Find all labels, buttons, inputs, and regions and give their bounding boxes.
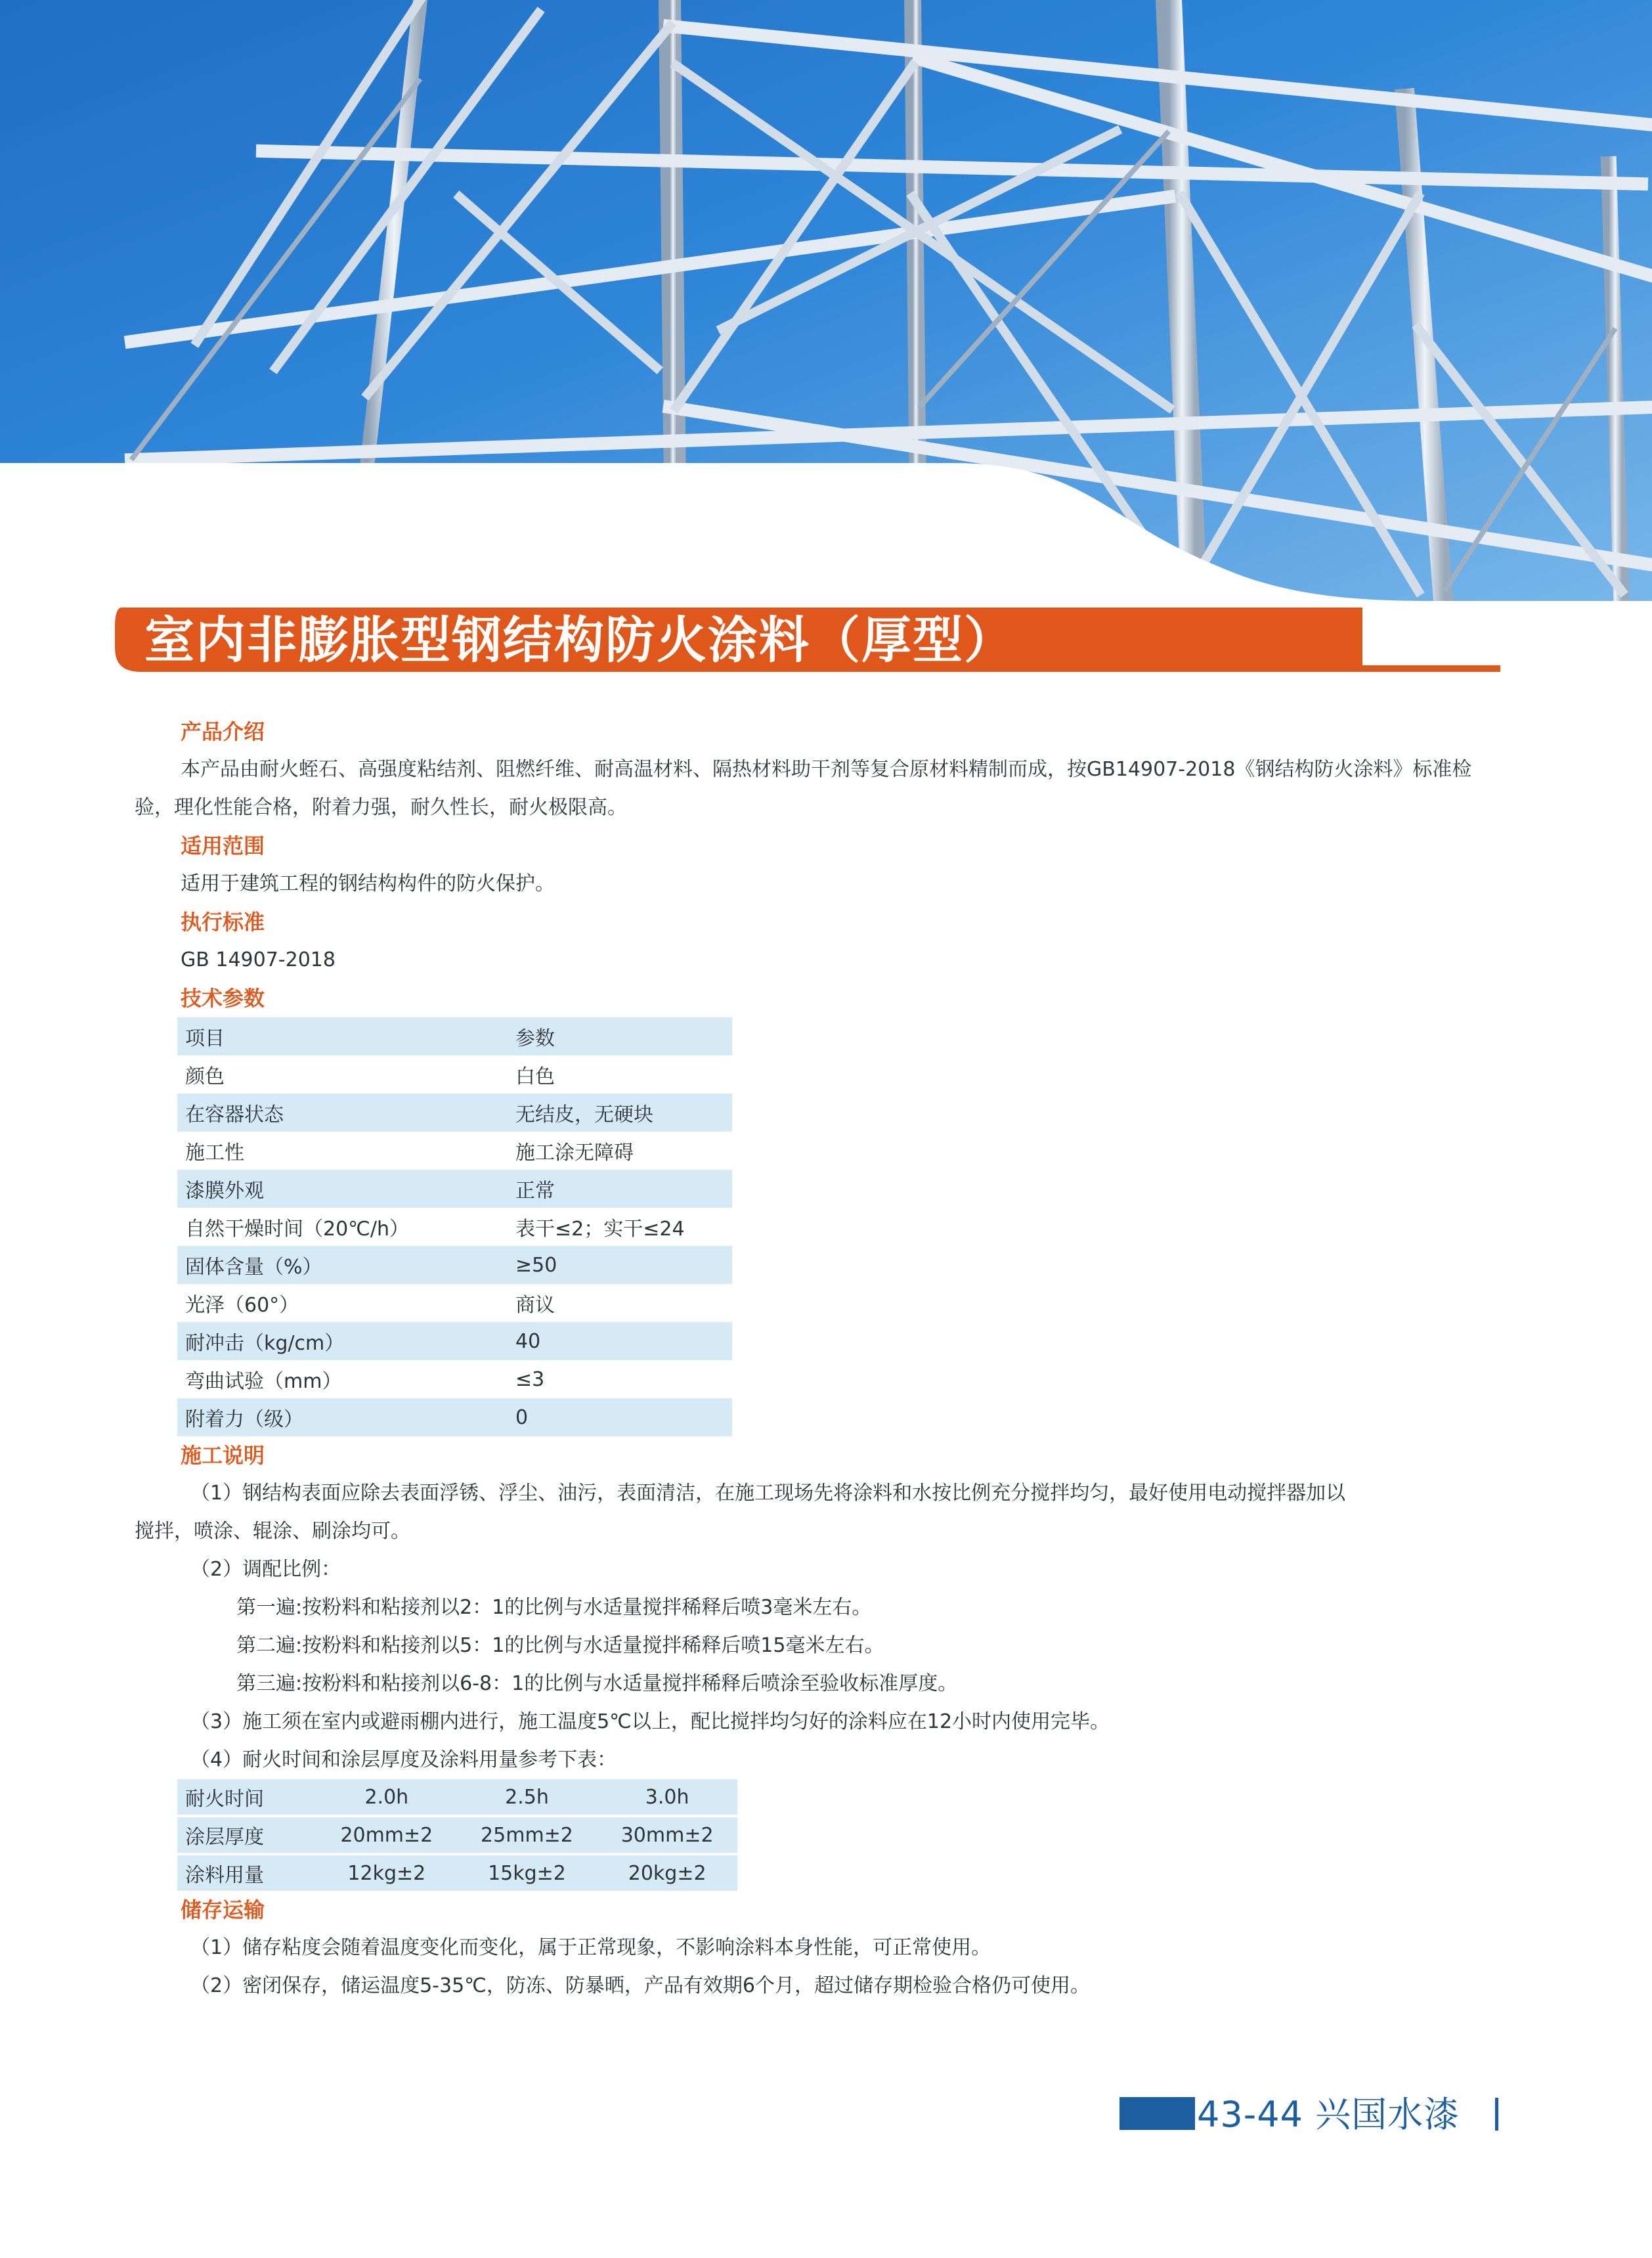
footer-separator (1495, 2098, 1498, 2131)
title-banner (115, 601, 1500, 680)
construction-step-2: （2）调配比例： (190, 1558, 341, 1581)
param-value: 表干≤2；实干≤24 (515, 1218, 685, 1241)
table-row (177, 1094, 732, 1132)
param-value: 参数 (508, 1017, 732, 1055)
footer-accent-bar (1119, 2097, 1195, 2130)
param-item: 自然干燥时间（20℃/h） (185, 1218, 409, 1241)
storage-heading: 储存运输 (181, 1897, 265, 1922)
fire-cell: 12kg±2 (316, 1854, 457, 1891)
param-item: 耐冲击（kg/cm） (177, 1322, 508, 1360)
param-value: 40 (508, 1322, 732, 1360)
storage-item-2: （2）密闭保存，储运温度5-35℃，防冻、防暴晒，产品有效期6个月，超过储存期检验合格仍可使用。 (190, 1974, 1090, 1997)
param-value: 0 (508, 1398, 732, 1436)
table-row (177, 1284, 732, 1322)
param-item: 附着力（级） (177, 1398, 508, 1436)
param-value: 白色 (515, 1065, 555, 1088)
tech-params-table (177, 1017, 732, 1436)
construction-step-1-cont: 搅拌，喷涂、辊涂、刷涂均可。 (135, 1520, 410, 1543)
param-item: 固体含量（%） (177, 1246, 508, 1284)
param-item: 施工性 (185, 1141, 244, 1164)
fire-cell: 2.0h (316, 1779, 457, 1816)
page-title: 室内非膨胀型钢结构防火涂料（厚型） (144, 611, 1015, 669)
table-row (177, 1055, 732, 1094)
param-item: 在容器状态 (177, 1094, 508, 1132)
table-row (177, 1398, 732, 1436)
fire-cell: 2.5h (457, 1779, 598, 1816)
mix-pass-2: 第二遍:按粉料和粘接剂以5：1的比例与水适量搅拌稀释后喷15毫米左右。 (236, 1634, 884, 1657)
param-value: ≤3 (515, 1367, 545, 1391)
storage-item-1: （1）储存粘度会随着温度变化而变化，属于正常现象，不影响涂料本身性能，可正常使用。 (190, 1936, 991, 1959)
table-row (177, 1322, 732, 1360)
param-item: 光泽（60°） (185, 1294, 299, 1317)
fire-row-label: 涂层厚度 (177, 1816, 316, 1854)
fire-row-label: 涂料用量 (177, 1854, 316, 1891)
standard-heading: 执行标准 (181, 910, 265, 935)
fire-row-label: 耐火时间 (177, 1779, 316, 1816)
fire-cell: 25mm±2 (457, 1816, 598, 1854)
table-row (177, 1208, 732, 1246)
steel-truss-photo (0, 0, 1652, 617)
fire-cell: 20mm±2 (316, 1816, 457, 1854)
param-value: 正常 (508, 1170, 732, 1208)
param-item: 项目 (177, 1017, 508, 1055)
table-row (177, 1170, 732, 1208)
table-row (177, 1816, 737, 1854)
param-item: 漆膜外观 (177, 1170, 508, 1208)
steel-structure-hero (0, 0, 1652, 617)
table-row (177, 1779, 737, 1816)
param-item: 颜色 (185, 1065, 225, 1088)
table-row (177, 1854, 737, 1891)
table-row (177, 1360, 732, 1398)
page-footer (1119, 2095, 1513, 2135)
fire-resistance-table (177, 1779, 737, 1891)
fire-cell: 3.0h (597, 1779, 737, 1816)
page-numbers: 43-44 (1197, 2094, 1303, 2135)
param-value: 施工涂无障碍 (515, 1141, 634, 1164)
tech-params-heading: 技术参数 (181, 986, 265, 1011)
standard-text: GB 14907-2018 (181, 948, 336, 971)
construction-step-1: （1）钢结构表面应除去表面浮锈、浮尘、油污，表面清洁，在施工现场先将涂料和水按比例充分搅拌均匀，最好使用电动搅拌器加以 (190, 1482, 1346, 1505)
fire-cell: 20kg±2 (597, 1854, 737, 1891)
fire-cell: 15kg±2 (457, 1854, 598, 1891)
construction-step-4: （4）耐火时间和涂层厚度及涂料用量参考下表： (190, 1748, 617, 1771)
construction-heading: 施工说明 (181, 1443, 265, 1468)
mix-pass-1: 第一遍:按粉料和粘接剂以2：1的比例与水适量搅拌稀释后喷3毫米左右。 (236, 1596, 872, 1619)
fire-cell: 30mm±2 (597, 1816, 737, 1854)
param-value: ≥50 (508, 1246, 732, 1284)
intro-heading: 产品介绍 (181, 719, 265, 744)
brand-name: 兴国水漆 (1315, 2094, 1460, 2135)
param-value: 商议 (515, 1294, 555, 1317)
scope-text: 适用于建筑工程的钢结构构件的防火保护。 (181, 872, 555, 895)
scope-heading: 适用范围 (181, 833, 265, 858)
construction-step-3: （3）施工须在室内或避雨棚内进行，施工温度5℃以上，配比搅拌均匀好的涂料应在12小时内使用完毕。 (190, 1710, 1110, 1733)
footer-label (1197, 2095, 1460, 2135)
table-row (177, 1017, 732, 1055)
param-item: 弯曲试验（mm） (185, 1370, 342, 1393)
mix-pass-3: 第三遍:按粉料和粘接剂以6-8：1的比例与水适量搅拌稀释后喷涂至验收标准厚度。 (236, 1672, 958, 1695)
param-value: 无结皮，无硬块 (508, 1094, 732, 1132)
table-row (177, 1246, 732, 1284)
table-row (177, 1132, 732, 1170)
intro-text: 本产品由耐火蛭石、高强度粘结剂、阻燃纤维、耐高温材料、隔热材料助干剂等复合原材料精制而成，按GB14907-2018《钢结构防火涂料》标准检验，理化性能合格，附着力强，耐久性长，耐火极限高。 (135, 758, 1472, 819)
product-content (135, 713, 1481, 2005)
